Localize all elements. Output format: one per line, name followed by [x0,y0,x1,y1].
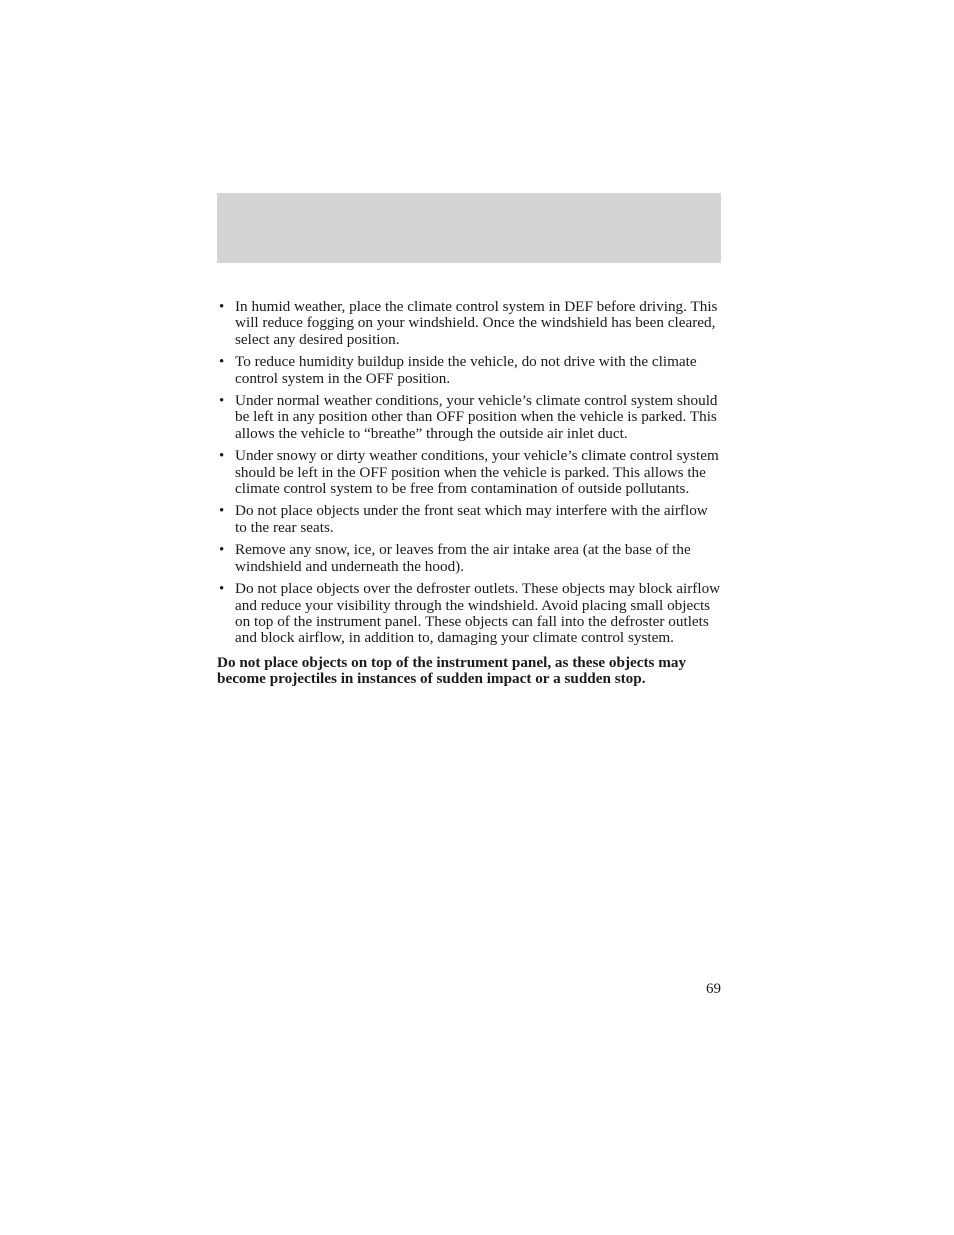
page-number: 69 [706,981,721,997]
list-item-text: In humid weather, place the climate control system in DEF before driving. This will reduce fogging on your windshield. Once the windshield has been cleared, select any desired position. [235,298,718,348]
list-item-text: Do not place objects under the front seat which may interfere with the airflow to the rear seats. [235,502,708,536]
warning-text: Do not place objects on top of the instrument panel, as these objects may become projectiles in instances of sudden impact or a sudden stop. [217,653,687,688]
list-item-text: Remove any snow, ice, or leaves from the air intake area (at the base of the windshield and underneath the hood). [235,541,691,575]
bullet-icon: • [219,299,225,315]
list-item [217,299,721,348]
list-item-text: Under snowy or dirty weather conditions, your vehicle’s climate control system should be left in the OFF position when the vehicle is parked. This allows the climate control system to be free from contamination of outside pollutants. [235,447,719,498]
list-item [217,448,721,497]
bullet-icon: • [219,503,225,520]
bullet-icon: • [219,393,225,410]
list-item-text: Do not place objects over the defroster outlets. These objects may block airflow and reduce your visibility through the windshield. Avoid placing small objects on top of the instrument panel. These objects can fall into the defroster outlets and block airflow, in addition to, damaging your climate control system. [235,580,721,647]
list-item [217,542,721,575]
bullet-icon: • [219,581,225,598]
bullet-icon: • [219,448,225,465]
header-band [217,193,721,263]
list-item [217,354,721,387]
list-item-text: Under normal weather conditions, your vehicle’s climate control system should be left in any position other than OFF position when the vehicle is parked. This allows the vehicle to “breathe” through the outside air inlet duct. [235,392,718,442]
list-item [217,581,721,647]
list-item [217,393,721,442]
list-item-text: To reduce humidity buildup inside the vehicle, do not drive with the climate control system in the OFF position. [235,353,697,387]
page-content [217,299,721,703]
list-item [217,503,721,536]
bullet-icon: • [219,354,225,371]
bullet-list [217,299,721,647]
bullet-icon: • [219,542,225,559]
